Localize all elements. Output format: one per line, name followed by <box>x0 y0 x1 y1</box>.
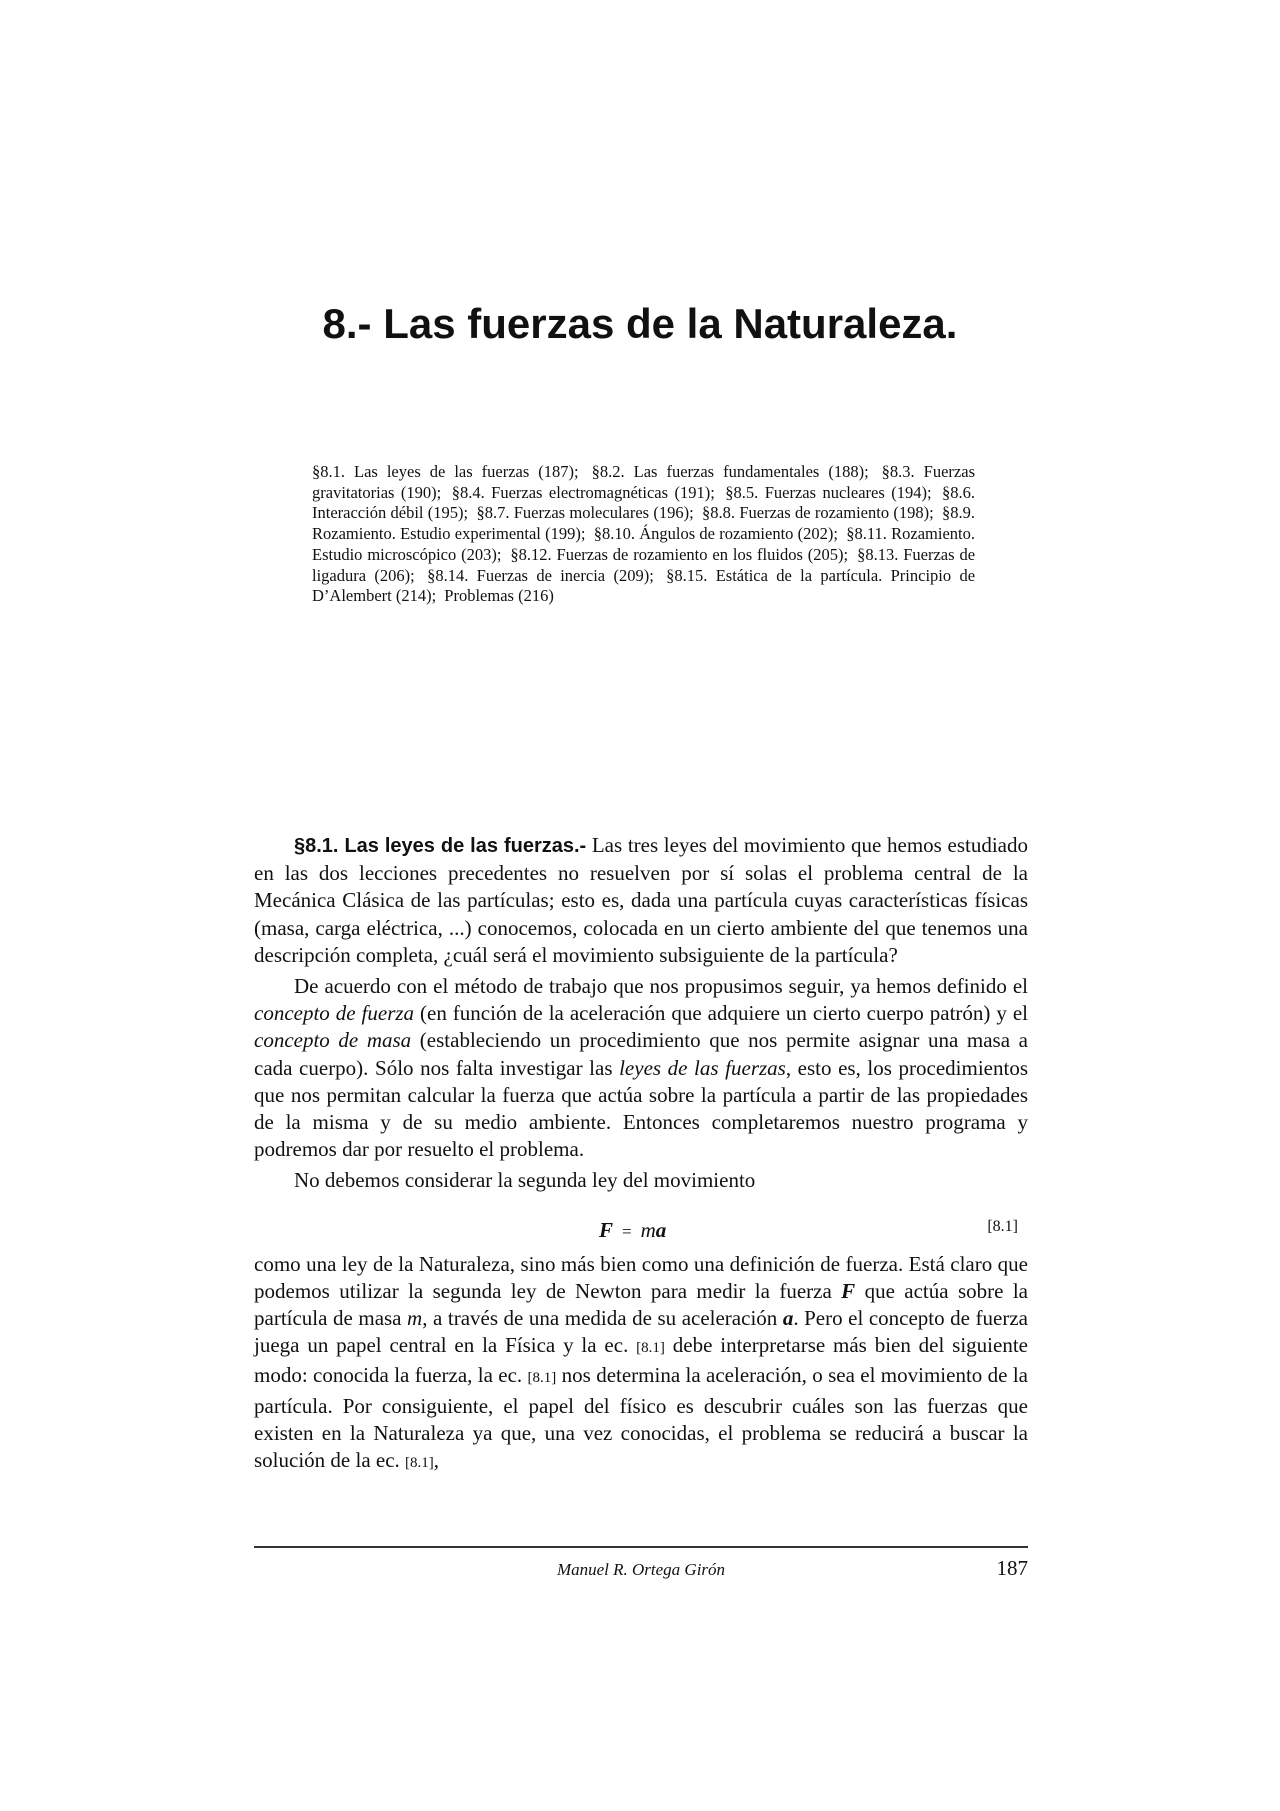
page-number: 187 <box>996 1556 1028 1580</box>
footer-author: Manuel R. Ortega Girón <box>556 1560 726 1579</box>
paragraph-text: (en función de la aceleración que adquiere un cierto cuerpo patrón) y el <box>414 1001 1029 1026</box>
emphasis-term: leyes de las fuerzas <box>619 1055 786 1080</box>
chapter-title: 8.- Las fuerzas de la Naturaleza. <box>322 300 958 347</box>
toc-entry: §8.11. Rozamiento. Estudio microscópico (203); <box>312 524 975 564</box>
paragraph-text: , <box>433 1448 440 1473</box>
toc-entry: Problemas (216) <box>444 586 554 606</box>
toc-entry: §8.4. Fuerzas electromagnéticas (191); <box>451 482 715 502</box>
toc-entry: §8.3. Fuerzas gravitatorias (190); <box>312 462 975 502</box>
paragraph <box>254 1251 1028 1478</box>
paragraph-text: (estableciendo un procedimiento que nos permite asignar una masa a cada cuerpo). Sólo nos falta investigar las <box>254 1028 1028 1080</box>
chapter-contents <box>312 462 975 607</box>
footer-rule <box>254 1546 1028 1548</box>
equation-reference: [8.1] <box>527 1370 557 1387</box>
toc-entry: §8.14. Fuerzas de inercia (209); <box>427 565 654 585</box>
paragraph-text: nos determina la aceleración, o sea el movimiento de la partícula. Por consiguiente, el papel del físico es descubrir cuáles son las fuerzas que existen en la Naturaleza ya que, una vez conocidas, el problema se reducirá a buscar la solución de la ec. <box>254 1363 1028 1473</box>
toc-entry: §8.9. Rozamiento. Estudio experimental (199); <box>312 503 976 544</box>
paragraph-text: , a través de una medida de su aceleración <box>422 1306 783 1331</box>
equals-sign: = <box>622 1221 632 1241</box>
emphasis-term: concepto de masa <box>254 1028 412 1053</box>
toc-entry: §8.5. Fuerzas nucleares (194); <box>725 482 932 502</box>
toc-entry: §8.7. Fuerzas moleculares (196); <box>476 503 694 523</box>
toc-entry: §8.6. Interacción débil (195); <box>312 482 975 523</box>
paragraph-text: De acuerdo con el método de trabajo que nos propusimos seguir, ya hemos definido el <box>294 974 1028 999</box>
emphasis-term: concepto de fuerza <box>254 1001 415 1026</box>
equation-number: [8.1] <box>987 1217 1018 1235</box>
section-heading: §8.1. Las leyes de las fuerzas.- <box>294 835 587 857</box>
equation-body <box>599 1217 666 1245</box>
toc-entry: §8.13. Fuerzas de ligadura (206); <box>312 544 976 585</box>
toc-entry: §8.10. Ángulos de rozamiento (202); <box>593 524 838 544</box>
acceleration-symbol: a <box>655 1217 667 1242</box>
section-body <box>254 832 1028 1477</box>
force-symbol: F <box>599 1217 614 1242</box>
equation-8-1 <box>254 1201 1028 1251</box>
paragraph: No debemos considerar la segunda ley del movimiento <box>294 1168 756 1193</box>
paragraph <box>254 832 1028 969</box>
toc-entry: §8.1. Las leyes de las fuerzas (187); <box>312 462 579 481</box>
paragraph-text: , esto es, los procedimientos que nos permitan calcular la fuerza que actúa sobre la partícula a partir de las propiedades de la misma y de su medio ambiente. Entonces completaremos nuestro programa y podremos dar por resuelto el problema. <box>254 1055 1028 1162</box>
mass-symbol: m <box>407 1306 423 1331</box>
paragraph-text: que actúa sobre la partícula de masa <box>254 1278 1028 1331</box>
equation-reference: [8.1] <box>405 1455 434 1472</box>
toc-entry: §8.2. Las fuerzas fundamentales (188); <box>591 462 869 481</box>
toc-entry: §8.8. Fuerzas de rozamiento (198); <box>702 503 934 523</box>
paragraph-text: Las tres leyes del movimiento que hemos estudiado en las dos lecciones precedentes no resuelven por sí solas el problema central de la Mecánica Clásica de las partículas; esto es, dada una partícula cuyas características físicas (masa, carga eléctrica, ...) conocemos, colocada en un cierto ambiente del que tenemos una descripción completa, ¿cuál será el movimiento subsiguiente de la partícula? <box>254 833 1028 967</box>
equation-reference: [8.1] <box>636 1340 665 1357</box>
toc-entry: §8.12. Fuerzas de rozamiento en los fluidos (205); <box>510 544 849 564</box>
paragraph-text: . Pero el concepto de fuerza juega un papel central en la Física y la ec. <box>254 1306 1028 1358</box>
force-symbol: F <box>841 1278 856 1303</box>
paragraph-text: como una ley de la Naturaleza, sino más bien como una definición de fuerza. Está claro que podemos utilizar la segunda ley de Newton para medir la fuerza <box>254 1251 1028 1303</box>
toc-entry: §8.15. Estática de la partícula. Principio de D’Alembert (214); <box>312 565 976 606</box>
acceleration-symbol: a <box>782 1306 794 1331</box>
mass-symbol: m <box>640 1217 656 1242</box>
paragraph-text: debe interpretarse más bien del siguiente modo: conocida la fuerza, la ec. <box>254 1333 1028 1388</box>
paragraph <box>254 973 1028 1163</box>
